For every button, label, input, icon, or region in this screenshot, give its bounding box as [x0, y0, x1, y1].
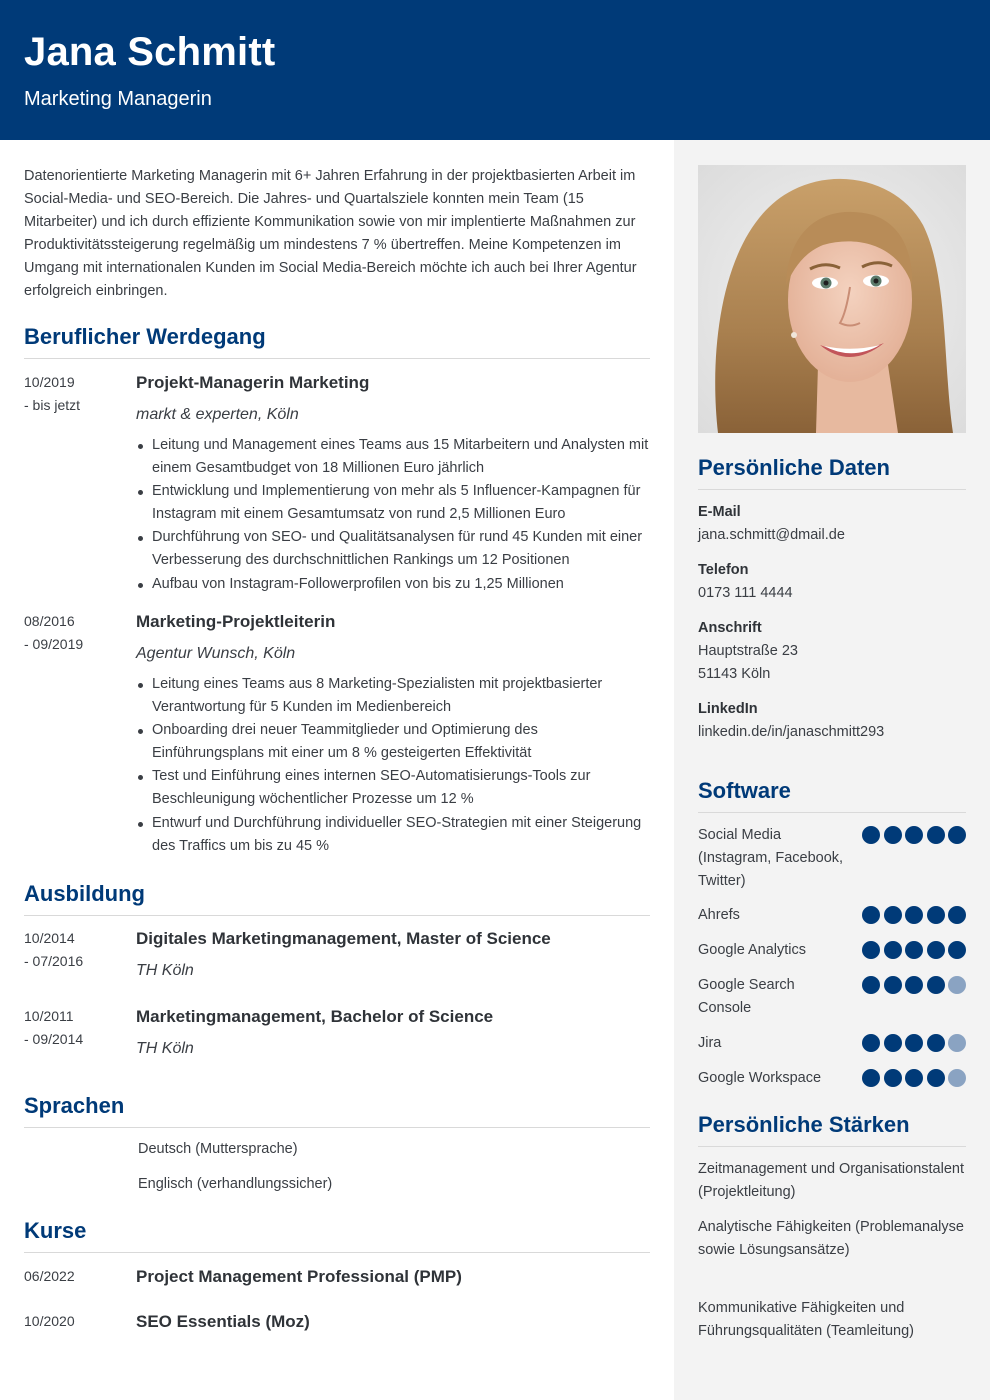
- skill-dot-filled-icon: [905, 976, 923, 994]
- skill-dot-filled-icon: [927, 1069, 945, 1087]
- skill-dot-filled-icon: [948, 941, 966, 959]
- software-name: Jira: [698, 1035, 722, 1051]
- section-title-experience: Beruflicher Werdegang: [24, 324, 650, 359]
- skill-dot-filled-icon: [948, 826, 966, 844]
- skill-rating: [862, 826, 966, 845]
- employer: Agentur Wunsch, Köln: [136, 645, 296, 662]
- bullet-item: Onboarding drei neuer Teammitglieder und Optimierung des Einführungsplans mit einer um 8 % gesteigerten Effektivität: [152, 719, 650, 765]
- profile-photo: [698, 165, 966, 433]
- phone-value[interactable]: 0173 111 4444: [698, 585, 793, 601]
- candidate-role: Marketing Managerin: [24, 88, 212, 110]
- skill-dot-filled-icon: [905, 1034, 923, 1052]
- section-title-courses: Kurse: [24, 1218, 650, 1253]
- profile-summary: Datenorientierte Marketing Managerin mit 6+ Jahren Erfahrung in der projektbasierten Arbeit im Social-Media- und SEO-Bereich. Die Jahres- und Quartalsziele konnten mein Team (15 Mitarbeiter) und ich durch effiziente Kommunikation sowie von mir implentierte Maßnahmen zur Produktivitätssteigerung regelmäßig um mindestens 7 % übertreffen. Meine Kompetenzen im Umgang mit internationalen Kunden im Social Media-Bereich möchte ich auch bei Ihrer Agentur erfolgreich einbringen.: [24, 168, 637, 300]
- entry-date: [24, 371, 124, 417]
- course-date: 10/2020: [24, 1313, 75, 1329]
- bullet-item: Durchführung von SEO- und Qualitätsanalysen für rund 45 Kunden mit einer Verbesserung des durchschnittlichen Rankings um 12 Positionen: [152, 526, 650, 572]
- software-name: Ahrefs: [698, 907, 740, 923]
- skill-dot-filled-icon: [884, 826, 902, 844]
- language-item: Englisch (verhandlungssicher): [138, 1176, 333, 1192]
- linkedin-value[interactable]: linkedin.de/in/janaschmitt293: [698, 724, 885, 740]
- job-title: Marketing-Projektleiterin: [136, 612, 336, 631]
- bullet-item: Leitung und Management eines Teams aus 15 Mitarbeitern und Analysten mit einem Gesamtbudget von 18 Millionen Euro jährlich: [152, 434, 650, 480]
- address-line-2: 51143 Köln: [698, 666, 771, 682]
- skill-dot-filled-icon: [862, 976, 880, 994]
- strength-item: Zeitmanagement und Organisationstalent (Projektleitung): [698, 1161, 964, 1200]
- strength-item: Kommunikative Fähigkeiten und Führungsqualitäten (Teamleitung): [698, 1300, 915, 1339]
- skill-dot-filled-icon: [884, 1069, 902, 1087]
- section-title-education: Ausbildung: [24, 881, 650, 916]
- bullet-item: Test und Einführung eines internen SEO-Automatisierungs-Tools zur Beschleunigung wöchentlicher Prozesse um 12 %: [152, 765, 650, 811]
- skill-dot-filled-icon: [884, 941, 902, 959]
- skill-dot-empty-icon: [948, 1034, 966, 1052]
- bullet-item: Entwurf und Durchführung individueller SEO-Strategien mit einer Steigerung des Traffics um bis zu 45 %: [152, 812, 650, 858]
- employer: markt & experten, Köln: [136, 406, 299, 423]
- job-title: Projekt-Managerin Marketing: [136, 373, 370, 392]
- skill-dot-filled-icon: [862, 906, 880, 924]
- bullet-item: Entwicklung und Implementierung von mehr als 5 Influencer-Kampagnen für Instagram mit einem Gesamtumsatz von rund 2,5 Millionen Euro: [152, 480, 650, 526]
- software-name: Google Analytics: [698, 942, 807, 958]
- bullet-item: Aufbau von Instagram-Followerprofilen von bis zu 1,25 Millionen: [152, 573, 650, 596]
- job-bullets: [152, 434, 650, 596]
- skill-dot-empty-icon: [948, 1069, 966, 1087]
- skill-dot-filled-icon: [884, 976, 902, 994]
- portrait-illustration: [698, 165, 966, 433]
- linkedin-label: LinkedIn: [698, 701, 758, 717]
- skill-rating: [862, 906, 966, 925]
- entry-date: [24, 1005, 124, 1051]
- skill-dot-filled-icon: [862, 1034, 880, 1052]
- entry-date: [24, 927, 124, 973]
- resume-header: [0, 0, 990, 140]
- phone-label: Telefon: [698, 562, 749, 578]
- course-title: Project Management Professional (PMP): [136, 1267, 462, 1286]
- software-name: Google Search Console: [698, 977, 795, 1016]
- degree-title: Marketingmanagement, Bachelor of Science: [136, 1007, 494, 1026]
- strength-item: Analytische Fähigkeiten (Problemanalyse sowie Lösungsansätze): [698, 1219, 964, 1258]
- skill-dot-filled-icon: [927, 826, 945, 844]
- date-start: 10/2019: [24, 374, 75, 390]
- skill-dot-filled-icon: [905, 941, 923, 959]
- institution: TH Köln: [136, 962, 194, 979]
- skill-rating: [862, 941, 966, 960]
- skill-dot-filled-icon: [884, 906, 902, 924]
- course-title: SEO Essentials (Moz): [136, 1312, 310, 1331]
- software-name: Social Media (Instagram, Facebook, Twitter): [698, 827, 844, 889]
- section-title-languages: Sprachen: [24, 1093, 650, 1128]
- skill-dot-empty-icon: [948, 976, 966, 994]
- entry-date: [24, 610, 124, 656]
- degree-title: Digitales Marketingmanagement, Master of Science: [136, 929, 551, 948]
- address-line-1: Hauptstraße 23: [698, 643, 798, 659]
- skill-dot-filled-icon: [927, 976, 945, 994]
- skill-rating: [862, 1034, 966, 1053]
- skill-dot-filled-icon: [862, 1069, 880, 1087]
- date-end: - 07/2016: [24, 953, 84, 969]
- skill-dot-filled-icon: [862, 826, 880, 844]
- job-bullets: [152, 673, 650, 858]
- skill-dot-filled-icon: [905, 826, 923, 844]
- skill-dot-filled-icon: [884, 1034, 902, 1052]
- skill-dot-filled-icon: [927, 941, 945, 959]
- section-title-strengths: Persönliche Stärken: [698, 1112, 966, 1147]
- language-item: Deutsch (Muttersprache): [138, 1141, 298, 1157]
- date-start: 10/2011: [24, 1008, 74, 1024]
- date-end: - bis jetzt: [24, 397, 81, 413]
- bullet-item: Leitung eines Teams aus 8 Marketing-Spezialisten mit projektbasierter Verantwortung für 5 Kunden im Medienbereich: [152, 673, 650, 719]
- sidebar: [674, 140, 990, 1400]
- date-end: - 09/2014: [24, 1031, 84, 1047]
- skill-rating: [862, 976, 966, 995]
- skill-dot-filled-icon: [862, 941, 880, 959]
- section-title-personal: Persönliche Daten: [698, 455, 966, 490]
- email-value[interactable]: jana.schmitt@dmail.de: [698, 527, 845, 543]
- institution: TH Köln: [136, 1040, 194, 1057]
- date-end: - 09/2019: [24, 636, 84, 652]
- software-name: Google Workspace: [698, 1070, 822, 1086]
- skill-dot-filled-icon: [948, 906, 966, 924]
- skill-dot-filled-icon: [927, 1034, 945, 1052]
- date-start: 08/2016: [24, 613, 75, 629]
- candidate-name: Jana Schmitt: [24, 30, 276, 74]
- skill-dot-filled-icon: [905, 1069, 923, 1087]
- skill-rating: [862, 1069, 966, 1088]
- address-label: Anschrift: [698, 620, 762, 636]
- date-start: 10/2014: [24, 930, 75, 946]
- course-date: 06/2022: [24, 1268, 75, 1284]
- skill-dot-filled-icon: [927, 906, 945, 924]
- skill-dot-filled-icon: [905, 906, 923, 924]
- email-label: E-Mail: [698, 504, 741, 520]
- section-title-software: Software: [698, 778, 966, 813]
